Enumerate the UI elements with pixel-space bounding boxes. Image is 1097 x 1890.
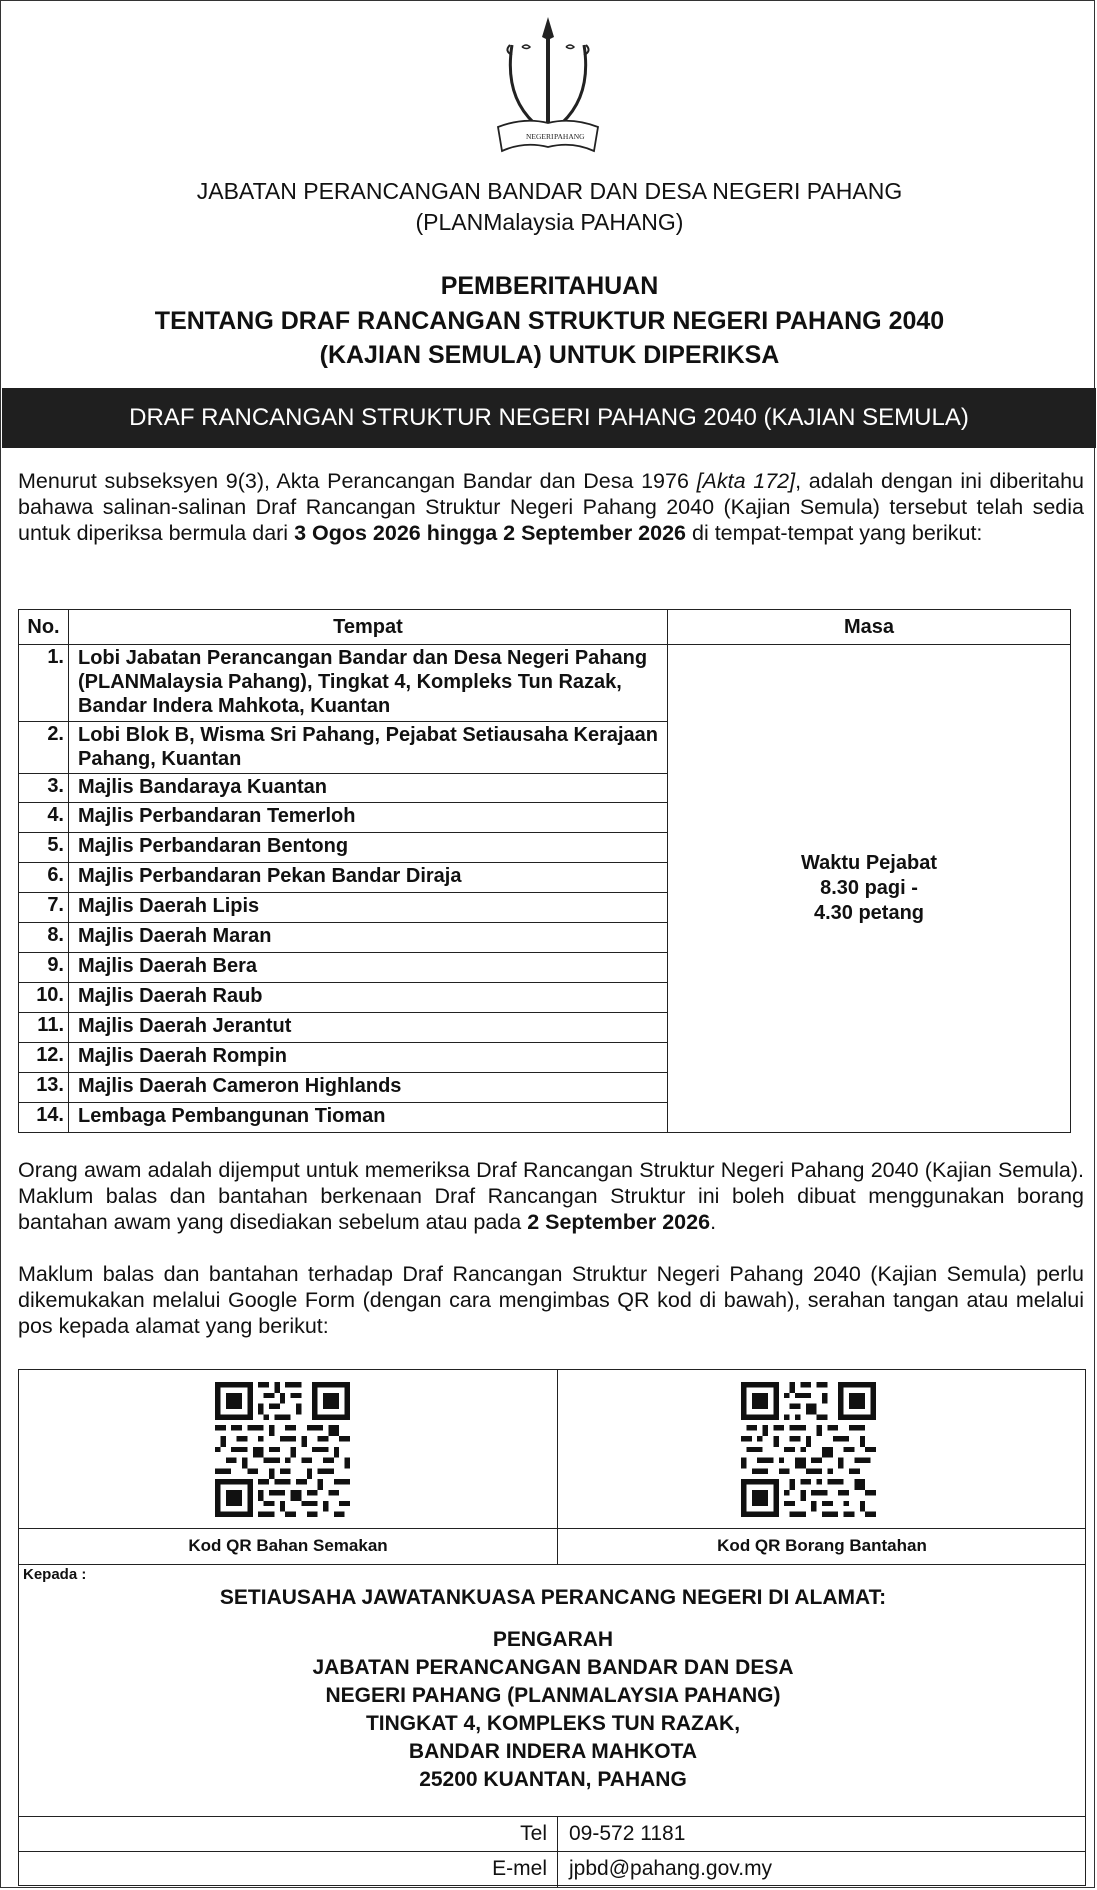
row-no: 4. <box>19 803 69 833</box>
row-place: Majlis Daerah Cameron Highlands <box>69 1073 668 1103</box>
agency-abbrev: (PLANMalaysia PAHANG) <box>415 209 684 235</box>
address-line: PENGARAH <box>492 1628 614 1651</box>
office-hours-end: 4.30 petang <box>813 902 925 924</box>
notice-subtitle-line1: TENTANG DRAF RANCANGAN STRUKTUR NEGERI PAHANG 2040 <box>154 307 945 335</box>
section-banner: DRAF RANCANGAN STRUKTUR NEGERI PAHANG 2040 (KAJIAN SEMULA) <box>2 388 1096 448</box>
mailing-address <box>19 1626 1087 1794</box>
table-row <box>19 645 1071 722</box>
row-no: 1. <box>19 645 69 722</box>
row-place: Lobi Blok B, Wisma Sri Pahang, Pejabat Setiausaha Kerajaan Pahang, Kuantan <box>69 722 668 774</box>
row-no: 12. <box>19 1043 69 1073</box>
pahang-crest-icon <box>494 15 602 163</box>
crest-text-left: NEGERI <box>526 132 554 141</box>
row-no: 3. <box>19 774 69 803</box>
locations-table <box>18 609 1071 1133</box>
contact-box <box>18 1369 1086 1886</box>
qr-caption-review-materials: Kod QR Bahan Semakan <box>188 1536 388 1555</box>
row-place: Majlis Daerah Jerantut <box>69 1013 668 1043</box>
recipient-label: Kepada : <box>23 1566 87 1583</box>
invitation-paragraph <box>18 1157 1084 1235</box>
email-value[interactable]: jpbd@pahang.gov.my <box>569 1857 773 1880</box>
table-header-row <box>19 610 1071 645</box>
submission-paragraph: Maklum balas dan bantahan terhadap Draf Rancangan Struktur Negeri Pahang 2040 (Kajian Semula) perlu dikemukakan melalui Google Form (dengan cara mengimbas QR kod di bawah), serahan tangan atau melalui pos kepada alamat yang berikut: <box>18 1262 1084 1338</box>
tel-label: Tel <box>520 1822 547 1845</box>
row-no: 2. <box>19 722 69 774</box>
address-line: BANDAR INDERA MAHKOTA <box>408 1740 698 1763</box>
office-hours-cell <box>668 645 1071 1133</box>
intro-text-b: , adalah dengan ini diberitahu bahawa salinan-salinan Draf Rancangan Struktur Negeri Pahang 2040 (Kajian Semula) tersebut telah sedia untuk diperiksa bermula dari <box>18 469 1084 545</box>
qr-caption-divider <box>19 1528 1085 1529</box>
notice-title: PEMBERITAHUAN <box>440 272 659 300</box>
row-place: Majlis Perbandaran Temerloh <box>69 803 668 833</box>
header-place: Tempat <box>69 610 668 645</box>
intro-text-a: Menurut subseksyen 9(3), Akta Perancangan Bandar dan Desa 1976 <box>18 469 697 493</box>
agency-name: JABATAN PERANCANGAN BANDAR DAN DESA NEGERI PAHANG <box>196 178 903 204</box>
address-line: NEGERI PAHANG (PLANMALAYSIA PAHANG) <box>325 1684 781 1707</box>
row-place: Majlis Perbandaran Pekan Bandar Diraja <box>69 863 668 893</box>
address-line: TINGKAT 4, KOMPLEKS TUN RAZAK, <box>365 1712 741 1735</box>
row-place: Majlis Daerah Maran <box>69 923 668 953</box>
row-no: 8. <box>19 923 69 953</box>
row-place: Majlis Daerah Bera <box>69 953 668 983</box>
row-place: Majlis Perbandaran Bentong <box>69 833 668 863</box>
row-no: 6. <box>19 863 69 893</box>
row-no: 11. <box>19 1013 69 1043</box>
email-label: E-mel <box>492 1857 547 1880</box>
contact-column-divider <box>557 1816 558 1887</box>
inspection-dates: 3 Ogos 2026 hingga 2 September 2026 <box>294 521 687 545</box>
row-no: 7. <box>19 893 69 923</box>
intro-text-c: di tempat-tempat yang berikut: <box>686 521 983 545</box>
header-no: No. <box>19 610 69 645</box>
office-hours-start: 8.30 pagi - <box>820 877 918 899</box>
row-place: Majlis Bandaraya Kuantan <box>69 774 668 803</box>
intro-paragraph <box>18 468 1084 546</box>
invitation-text-b: . <box>710 1210 717 1234</box>
qr-caption-objection-form: Kod QR Borang Bantahan <box>717 1536 927 1555</box>
row-place: Majlis Daerah Lipis <box>69 893 668 923</box>
row-no: 9. <box>19 953 69 983</box>
address-line: 25200 KUANTAN, PAHANG <box>419 1768 687 1791</box>
notice-subtitle-line2: (KAJIAN SEMULA) UNTUK DIPERIKSA <box>319 341 780 369</box>
row-no: 14. <box>19 1103 69 1133</box>
act-reference: [Akta 172] <box>696 469 796 493</box>
address-line: JABATAN PERANCANGAN BANDAR DAN DESA <box>312 1656 794 1679</box>
deadline-date: 2 September 2026 <box>527 1210 711 1234</box>
tel-value[interactable]: 09-572 1181 <box>569 1822 686 1845</box>
row-place: Majlis Daerah Raub <box>69 983 668 1013</box>
row-no: 10. <box>19 983 69 1013</box>
qr-code-objection-form-icon[interactable] <box>741 1382 876 1517</box>
row-place: Lobi Jabatan Perancangan Bandar dan Desa Negeri Pahang (PLANMalaysia Pahang), Tingkat 4, Kompleks Tun Razak, Bandar Indera Mahkota, Kuantan <box>69 645 668 722</box>
row-no: 5. <box>19 833 69 863</box>
header-time: Masa <box>668 610 1071 645</box>
row-place: Majlis Daerah Rompin <box>69 1043 668 1073</box>
row-no: 13. <box>19 1073 69 1103</box>
qr-section-divider <box>19 1564 1085 1565</box>
office-hours-label: Waktu Pejabat <box>801 852 937 874</box>
qr-code-review-materials-icon[interactable] <box>215 1382 350 1517</box>
invitation-text-a: Orang awam adalah dijemput untuk memeriksa Draf Rancangan Struktur Negeri Pahang 2040 (Kajian Semula). Maklum balas dan bantahan berkenaan Draf Rancangan Struktur ini boleh dibuat menggunakan borang bantahan awam yang disediakan sebelum atau pada <box>18 1158 1084 1234</box>
row-place: Lembaga Pembangunan Tioman <box>69 1103 668 1133</box>
crest-text-right: PAHANG <box>554 132 585 141</box>
recipient-heading: SETIAUSAHA JAWATANKUASA PERANCANG NEGERI DI ALAMAT: <box>219 1586 887 1609</box>
